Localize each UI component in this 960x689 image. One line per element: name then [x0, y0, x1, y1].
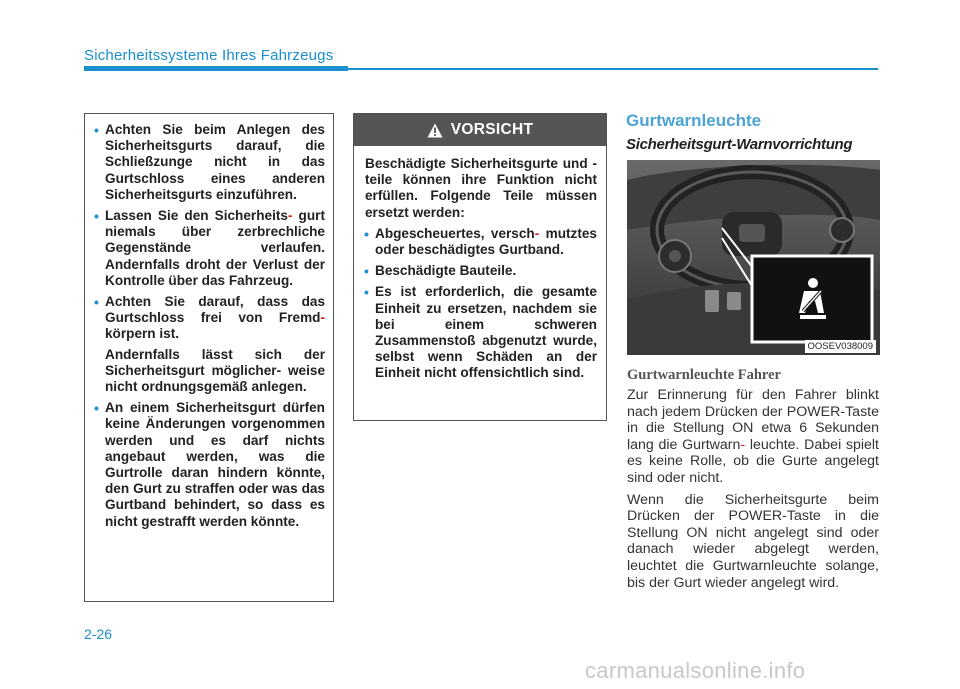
list-item: • Achten Sie darauf, dass das Gurtschloss frei von Fremd- körpern ist. — [94, 294, 325, 342]
caution-header — [354, 114, 606, 146]
list-item: • Lassen Sie den Sicherheits- gurt niemals über zerbrechliche Gegenstände verlaufen. Andernfalls droht der Verlust der Kontrolle über das Fahrzeug. — [94, 208, 325, 288]
caution-intro: Beschädigte Sicherheitsgurte und -teile können ihre Funktion nicht erfüllen. Folgende Teile müssen ersetzt werden: — [365, 156, 597, 220]
bullet-dot: • — [94, 294, 99, 311]
left-warning-box — [84, 113, 334, 602]
sub-paragraph: Andernfalls lässt sich der Sicherheitsgurt möglicher- weise nicht ordnungsgemäß anlegen. — [105, 346, 326, 395]
bullet-dot: • — [94, 122, 99, 138]
page-number: 2-26 — [84, 626, 113, 642]
dashboard-figure — [627, 160, 880, 355]
paragraph: Zur Erinnerung für den Fahrer blinkt nach jedem Drücken der POWER-Taste in die Stellung ON etwa 6 Sekunden lang die Gurtwarn- leuchte. Dabei spielt es keine Rolle, ob die Gurte angelegt sind oder nicht. — [627, 387, 880, 486]
list-item: • Achten Sie beim Anlegen des Sicherheitsgurts darauf, die Schließzunge nicht in das Gurtschloss eines anderen Sicherheitsgurts einzuführen. — [94, 122, 325, 202]
section-title: Gurtwarnleuchte — [626, 111, 762, 130]
bullet-dot: • — [94, 400, 99, 417]
bullet-dot: • — [364, 225, 369, 242]
watermark: carmanualsonline.info — [585, 658, 806, 683]
dashboard-illustration — [627, 160, 880, 355]
caution-box — [353, 113, 607, 421]
seatbelt-warning-icon — [787, 275, 837, 325]
section-header-line — [348, 68, 878, 70]
body-text — [627, 387, 879, 596]
bullet-dot: • — [364, 284, 369, 301]
bullet-dot: • — [94, 208, 99, 225]
subsection-heading: Gurtwarnleuchte Fahrer — [627, 367, 781, 383]
section-header-title: Sicherheitssysteme Ihres Fahrzeugs — [84, 47, 334, 64]
section-header-bar — [84, 66, 348, 71]
list-item: • Es ist erforderlich, die gesamte Einheit zu ersetzen, nachdem sie bei einem schweren Zusammenstoß abgenutzt wurde, selbst wenn Schäden an der Einheit nicht offensichtlich sind. — [364, 284, 597, 381]
paragraph: Wenn die Sicherheitsgurte beim Drücken der POWER-Taste in die Stellung ON nicht angelegt sind oder danach wieder abgelegt werden, leuchtet die Gurtwarnleuchte solange, bis der Gurt wieder angelegt wird. — [627, 491, 879, 591]
warning-triangle-icon — [427, 123, 443, 138]
list-item: • Beschädigte Bauteile. — [364, 263, 517, 280]
bullet-dot: • — [364, 263, 369, 280]
section-subtitle: Sicherheitsgurt-Warnvorrichtung — [626, 136, 853, 153]
list-item: • Abgescheuertes, versch- mutztes oder beschädigtes Gurtband. — [364, 225, 597, 258]
figure-code: OOSEV038009 — [805, 340, 877, 353]
list-item: • An einem Sicherheitsgurt dürfen keine Änderungen vorgenommen werden und es darf nichts angebaut werden, was die Gurtrolle daran hindern könnte, den Gurt zu straffen oder was das Gurtband behindert, so dass es nicht gestrafft werden könnte. — [94, 400, 325, 529]
caution-label: VORSICHT — [450, 121, 534, 138]
